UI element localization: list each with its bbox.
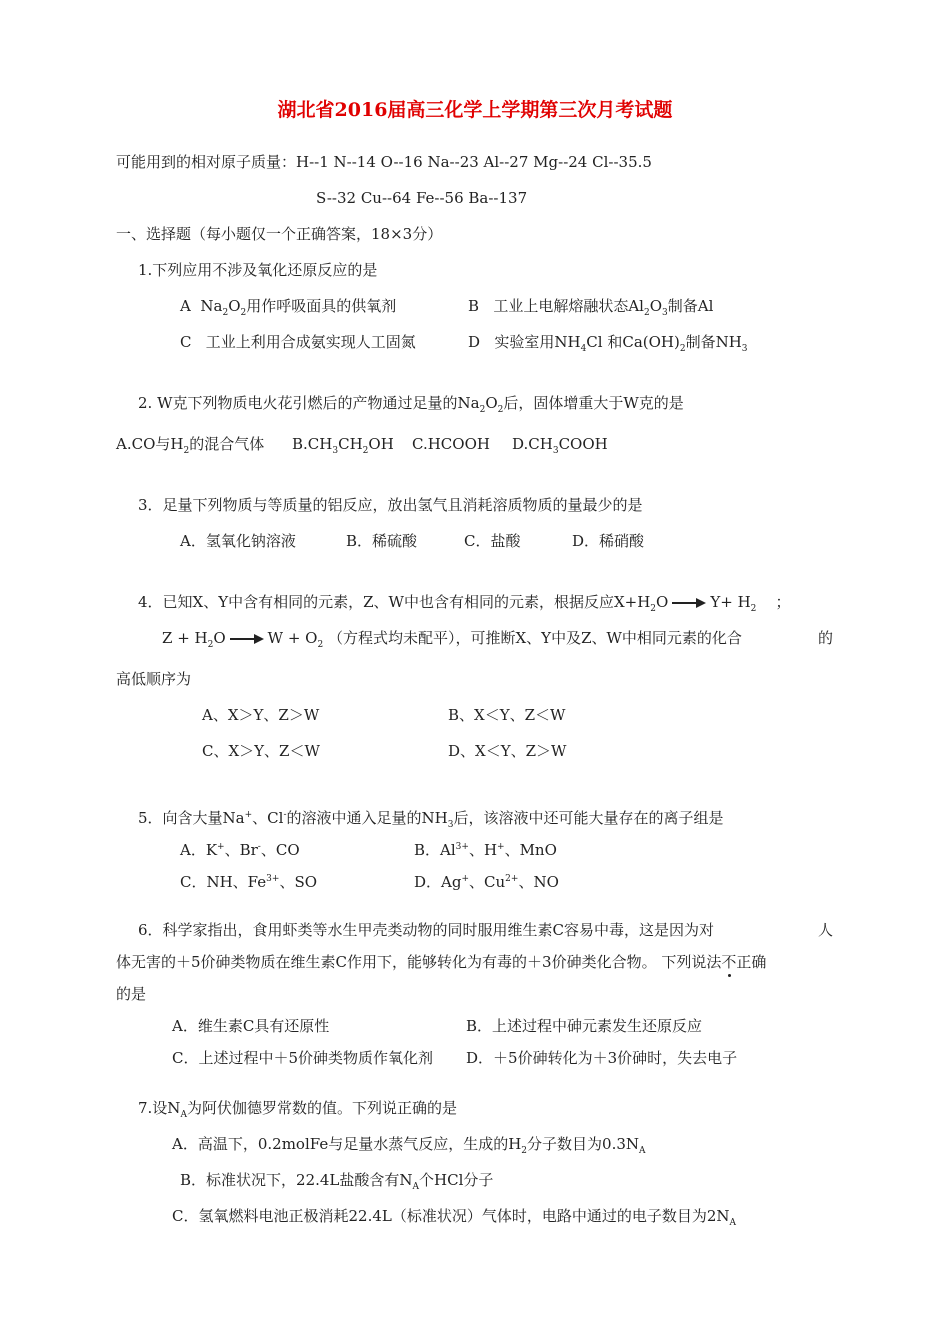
question-3-option-d: D．稀硝酸 xyxy=(572,532,645,550)
question-5-option-d: D．Ag+、$Cu^{2+}$、NO xyxy=(414,873,559,891)
question-4-stem-line3: 高低顺序为 xyxy=(116,670,192,688)
question-4-option-b: B、X＜Y、Z＜W xyxy=(448,706,566,724)
reaction-arrow-icon xyxy=(230,633,264,645)
question-4-option-c: C、X＞Y、Z＜W xyxy=(202,742,320,760)
question-2-option-b: $B.CH_3CH_2OH$ xyxy=(292,435,394,456)
question-5-option-a: A．K+、Br-、CO xyxy=(180,841,300,859)
section-heading: 一、选择题（每小题仅一个正确答案，18×3分） xyxy=(116,225,443,243)
question-3-option-a: A．氢氧化钠溶液 xyxy=(180,532,296,550)
question-6-stem-line1-tail: 人 xyxy=(818,921,834,939)
question-1-option-d: D 实验室用$NH_4Cl$ 和$Ca(OH)_2$制备$NH_3$ xyxy=(468,333,748,354)
question-2-option-c: C.HCOOH xyxy=(412,435,490,453)
page-title: 湖北省2016届高三化学上学期第三次月考试题 xyxy=(277,99,673,121)
question-4-stem-line2-tail: 的 xyxy=(818,629,834,647)
question-6-stem-line2: 体无害的＋5价砷类物质在维生素C作用下，能够转化为有毒的＋3价砷类化合物。 下列说法不正确 xyxy=(116,953,767,971)
question-1-option-c: C 工业上利用合成氨实现人工固氮 xyxy=(180,333,416,351)
question-4-option-d: D、X＜Y、Z＞W xyxy=(448,742,567,760)
question-5-option-c: C．NH、$Fe^{3+}$、SO xyxy=(180,873,318,891)
atomic-masses-line1: 可能用到的相对原子质量：H--1 N--14 O--16 Na--23 Al--27 Mg--24 Cl--35.5 xyxy=(116,153,652,171)
question-2-option-a: A.CO与$H_2$的混合气体 xyxy=(116,435,265,456)
question-5-stem: 5．向含大量Na+、Cl-的溶液中通入足量的$NH_3$后，该溶液中还可能大量存在的离子组是 xyxy=(138,809,724,830)
question-3-stem: 3．足量下列物质与等质量的铝反应，放出氢气且消耗溶质物质的量最少的是 xyxy=(138,496,643,514)
question-7-option-a: A．高温下，0.2molFe与足量水蒸气反应，生成的$H_2$分子数目为$0.3N_A$ xyxy=(172,1135,646,1156)
question-2-stem: 2. W克下列物质电火花引燃后的产物通过足量的$Na_2O_2$后，固体增重大于W克的是 xyxy=(138,394,684,415)
question-3-option-b: B．稀硫酸 xyxy=(346,532,418,550)
emphasis-dot: 不 xyxy=(721,953,737,971)
atomic-masses-line2: S--32 Cu--64 Fe--56 Ba--137 xyxy=(316,189,528,207)
question-5-option-b: B．$Al^{3+}$、H+、MnO xyxy=(414,841,557,859)
question-7-option-c: C．氢氧燃料电池正极消耗22.4L（标准状况）气体时，电路中通过的电子数目为$2N_A$ xyxy=(172,1207,737,1228)
question-3-option-c: C．盐酸 xyxy=(464,532,521,550)
question-6-option-b: B．上述过程中砷元素发生还原反应 xyxy=(466,1017,703,1035)
question-6-option-d: D．＋5价砷转化为＋3价砷时，失去电子 xyxy=(466,1049,738,1067)
question-2-option-d: $D.CH_3COOH$ xyxy=(512,435,608,456)
question-7-option-b: B．标准状况下，22.4L盐酸含有$N_A$个HCl分子 xyxy=(180,1171,494,1192)
question-6-stem-line1: 6．科学家指出，食用虾类等水生甲壳类动物的同时服用维生素C容易中毒，这是因为对 xyxy=(138,921,715,939)
question-1-option-b: B 工业上电解熔融状态$Al_2O_3$制备Al xyxy=(468,297,714,318)
question-4-stem-line2: $Z + H_2O$ $W + O_2$ （方程式均未配平），可推断X、Y中及Z、W中相同元素的化合 xyxy=(162,629,742,650)
question-7-stem: 7.设$N_A$为阿伏伽德罗常数的值。下列说正确的是 xyxy=(138,1099,457,1120)
question-6-option-a: A．维生素C具有还原性 xyxy=(172,1017,330,1035)
reaction-arrow-icon xyxy=(672,597,706,609)
question-6-stem-line3: 的是 xyxy=(116,985,147,1003)
question-4-option-a: A、X＞Y、Z＞W xyxy=(202,706,320,724)
question-1-option-a: A $Na_2O_2$用作呼吸面具的供氧剂 xyxy=(180,297,397,318)
question-6-option-c: C．上述过程中＋5价砷类物质作氧化剂 xyxy=(172,1049,434,1067)
question-4-stem-line1: 4．已知X、Y中含有相同的元素，Z、W中也含有相同的元素，根据反应$X+H_2O$ $Y+ H_2$ ； xyxy=(138,593,791,614)
question-1-stem: 1.下列应用不涉及氧化还原反应的是 xyxy=(138,261,378,279)
